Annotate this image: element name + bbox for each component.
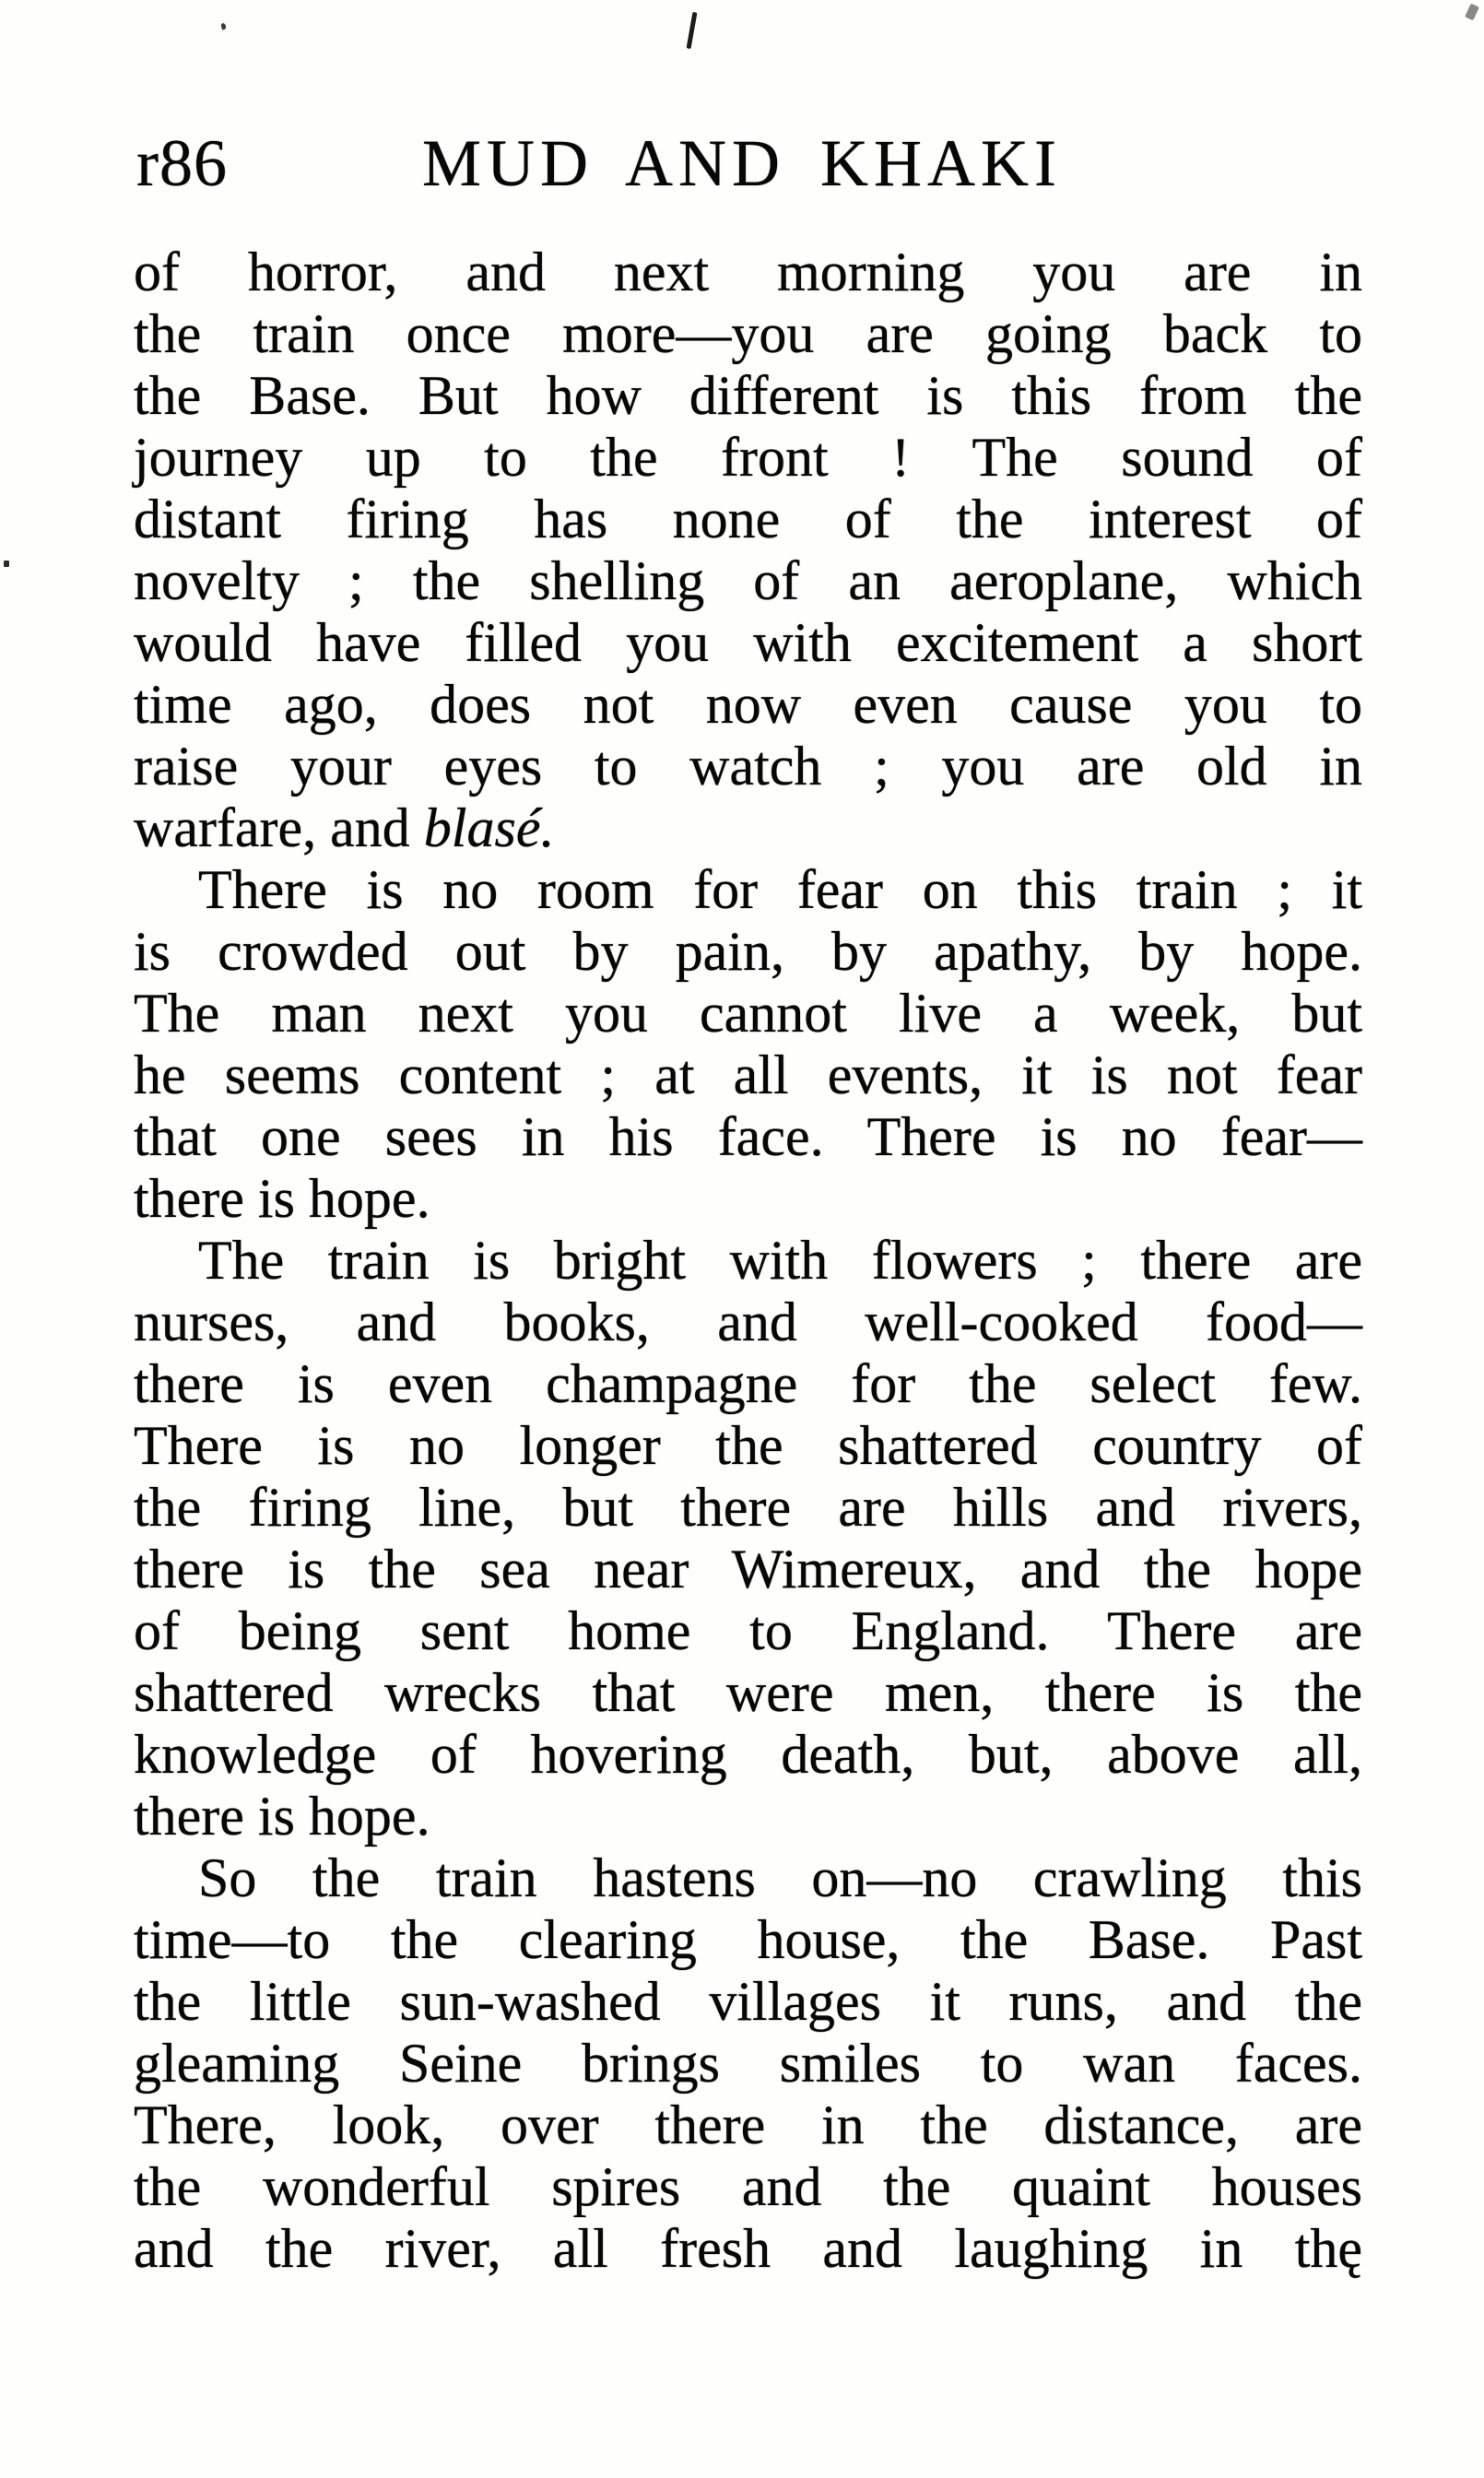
text-line <box>134 1847 1362 1909</box>
text-line <box>134 2033 1362 2094</box>
italic-text: blasé. <box>423 797 555 858</box>
paragraph <box>134 1230 1362 1847</box>
scan-artifact-speck <box>220 22 227 30</box>
text-line <box>134 1106 1362 1168</box>
page-number: r86 <box>136 126 228 200</box>
text-segment: time ago, does not now even cause you to <box>134 674 1362 735</box>
text-line <box>134 797 1362 859</box>
text-segment: and the river, all fresh and laughing in thę <box>134 2218 1362 2279</box>
text-segment: is crowded out by pain, by apathy, by hope. <box>134 921 1362 982</box>
text-segment: novelty ; the shelling of an aeroplane, which <box>134 550 1362 611</box>
text-segment: the Base. But how different is this from the <box>134 365 1362 426</box>
text-line <box>134 550 1362 612</box>
text-segment: nurses, and books, and well-cooked food— <box>134 1292 1362 1352</box>
text-line <box>134 2094 1362 2156</box>
text-line <box>134 674 1362 736</box>
text-segment: So the train hastens on—no crawling this <box>198 1847 1362 1908</box>
text-line <box>134 921 1362 983</box>
text-line <box>134 1539 1362 1600</box>
scan-artifact-speck <box>4 560 9 567</box>
text-segment: time—to the clearing house, the Base. Past <box>134 1909 1362 1970</box>
text-segment: shattered wrecks that were men, there is the <box>134 1662 1362 1723</box>
text-line <box>134 242 1362 303</box>
text-line <box>134 1168 1362 1230</box>
text-segment: There is no room for fear on this train ; it <box>198 859 1362 920</box>
text-line <box>134 1786 1362 1847</box>
text-line <box>134 1971 1362 2033</box>
text-line <box>134 1662 1362 1724</box>
text-line <box>134 303 1362 365</box>
page-body <box>134 242 1362 2280</box>
text-line <box>134 489 1362 550</box>
text-segment: The train is bright with flowers ; there are <box>198 1230 1362 1291</box>
text-line <box>134 859 1362 921</box>
text-segment: knowledge of hovering death, but, above all, <box>134 1724 1362 1785</box>
text-segment: warfare, and <box>134 797 424 858</box>
text-line <box>134 2218 1362 2280</box>
text-segment: the little sun-washed villages it runs, and the <box>134 1971 1362 2032</box>
scan-artifact-slash <box>687 12 698 49</box>
text-segment: that one sees in his face. There is no fear— <box>134 1106 1362 1167</box>
text-segment: would have filled you with excitement a short <box>134 612 1362 673</box>
text-line <box>134 2156 1362 2218</box>
text-line <box>134 1353 1362 1415</box>
text-segment: there is even champagne for the select few. <box>134 1353 1362 1414</box>
text-segment: he seems content ; at all events, it is not fear <box>134 1044 1362 1105</box>
text-segment: of horror, and next morning you are in <box>134 242 1362 302</box>
text-line <box>134 736 1362 797</box>
text-line <box>134 1600 1362 1662</box>
text-segment: of being sent home to England. There are <box>134 1600 1362 1661</box>
text-segment: journey up to the front ! The sound of <box>134 427 1362 488</box>
text-segment: distant firing has none of the interest of <box>134 489 1362 549</box>
text-line <box>134 1415 1362 1477</box>
paragraph <box>134 859 1362 1230</box>
text-segment: the firing line, but there are hills and rivers, <box>134 1477 1362 1538</box>
text-line <box>134 1044 1362 1106</box>
paragraph <box>134 242 1362 859</box>
text-line <box>134 612 1362 674</box>
text-line <box>134 1909 1362 1971</box>
text-line <box>134 1230 1362 1292</box>
text-line <box>134 427 1362 489</box>
text-line <box>134 1292 1362 1353</box>
text-segment: the train once more—you are going back to <box>134 303 1362 364</box>
scan-artifact-speck <box>1465 4 1479 21</box>
text-segment: raise your eyes to watch ; you are old in <box>134 736 1362 796</box>
text-line <box>134 1724 1362 1786</box>
text-segment: the wonderful spires and the quaint houses <box>134 2156 1362 2217</box>
text-segment: The man next you cannot live a week, but <box>134 983 1362 1044</box>
text-segment: There is no longer the shattered country of <box>134 1415 1362 1476</box>
paragraph <box>134 1847 1362 2280</box>
text-segment: there is hope. <box>134 1786 430 1847</box>
text-segment: gleaming Seine brings smiles to wan faces. <box>134 2033 1362 2094</box>
text-segment: there is the sea near Wimereux, and the hope <box>134 1539 1362 1599</box>
text-line <box>134 365 1362 427</box>
text-line <box>134 1477 1362 1539</box>
text-segment: There, look, over there in the distance, are <box>134 2094 1362 2155</box>
text-segment: there is hope. <box>134 1168 430 1229</box>
text-line <box>134 983 1362 1044</box>
page-header <box>0 126 1484 204</box>
running-title: MUD AND KHAKI <box>422 126 1062 200</box>
